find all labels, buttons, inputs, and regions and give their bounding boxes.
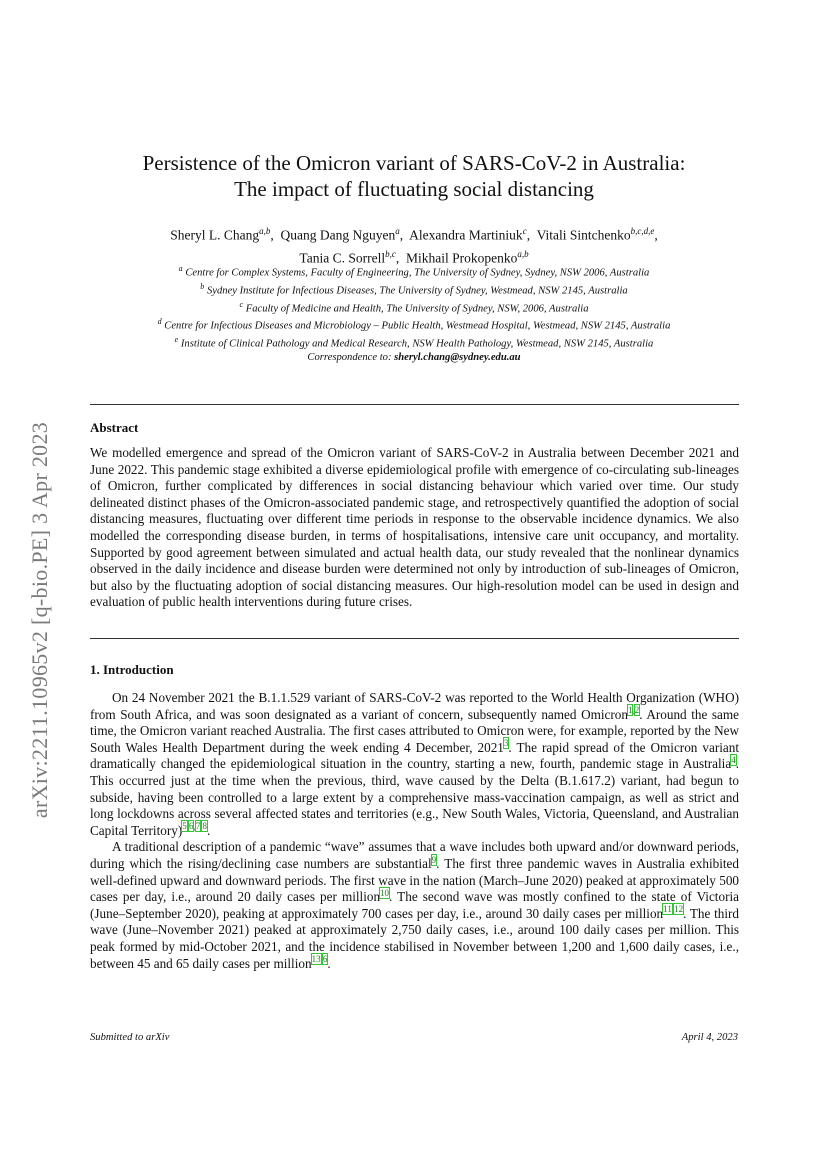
footer-submitted: Submitted to arXiv <box>90 1032 170 1043</box>
affiliation-sup: c <box>239 299 244 309</box>
introduction-body <box>90 690 739 972</box>
footer-date: April 4, 2023 <box>681 1032 738 1043</box>
author-affil-sup: c <box>522 226 527 236</box>
affiliation-text: Centre for Infectious Diseases and Microbiology – Public Health, Westmead Hospital, Westmead, NSW 2145, Australia <box>164 321 671 333</box>
title-line-2: The impact of fluctuating social distancing <box>234 177 594 201</box>
text-run: . The first three pandemic waves in Australia exhibited well-defined upward and downward periods. The first wave in the nation (March–June 2020) peaked at approximately 500 cases per day, i.e., around 20 daily cases per million <box>90 855 739 905</box>
arxiv-identifier[interactable]: arXiv:2211.10965v2 [q-bio.PE] 3 Apr 2023 <box>27 421 52 819</box>
author-affil-sup: a <box>395 226 400 236</box>
correspondence-line <box>90 351 738 364</box>
text-run: . The second wave was mostly confined to the state of Victoria (June–September 2020), peaking at approximately 700 cases per day, i.e., around 30 daily cases per million <box>90 889 739 921</box>
affiliation-list <box>90 262 738 364</box>
citation-link[interactable]: 4 <box>731 754 736 765</box>
author-name: Quang Dang Nguyen <box>280 227 396 243</box>
author-affil-sup: b,c,d,e <box>630 226 655 236</box>
author-affil-sup: b,c <box>385 248 396 259</box>
citation-link[interactable]: 13,6 <box>311 954 328 965</box>
affiliation-sup: a <box>178 264 183 273</box>
correspondence-label: Correspondence to: <box>307 352 392 364</box>
section-heading-introduction: 1. Introduction <box>90 662 174 677</box>
citation-link[interactable]: 9 <box>431 854 437 865</box>
abstract-top-rule <box>90 404 739 405</box>
author-name: Sheryl L. Chang <box>170 227 260 243</box>
author-name: Tania C. Sorrell <box>299 250 386 265</box>
citation-link[interactable]: 1,2 <box>627 705 640 716</box>
text-run: On 24 November 2021 the B.1.1.529 variant of SARS-CoV-2 was reported to the World Health Organization (WHO) from South Africa, and was soon designated as a variant of concern, subsequently named Omicron <box>90 690 739 722</box>
arxiv-sidebar <box>24 360 56 880</box>
affiliation-text: Sydney Institute for Infectious Diseases, The University of Sydney, Westmead, NSW 2145, Australia <box>206 285 628 297</box>
affiliation-item <box>90 298 738 316</box>
author-line-2: Tania C. Sorrell$^{b,c}$, Mikhail Prokopenko$^{a,b}$ <box>299 248 529 265</box>
affiliation-sup: b <box>200 281 205 291</box>
abstract-heading: Abstract <box>90 420 139 435</box>
citation-link[interactable]: 3 <box>503 738 509 749</box>
text-run: . Around the same time, the Omicron variant reached Australia. The first cases attributed to Omicron were, for example, reported by the New South Wales Health Department during the week ending 4 December, 2021 <box>90 706 739 755</box>
abstract-bottom-rule <box>90 638 739 639</box>
text-run: . <box>206 822 211 838</box>
author-affil-sup: a,b <box>517 248 529 259</box>
abstract-text: We modelled emergence and spread of the Omicron variant of SARS-CoV-2 in Australia between December 2021 and June 2022. This pandemic stage exhibited a diverse epidemiological profile with emergence of co-circulating sub-lineages of Omicron, further complicated by differences in social distancing behaviour which varied over time. Our study delineated distinct phases of the Omicron-associated pandemic stage, and retrospectively quantified the adoption of social distancing measures, fluctuating over different time periods in response to the observable incidence dynamics. We also modelled the corresponding disease burden, in terms of hospitalisations, intensive care unit occupancy, and mortality. Supported by good agreement between simulated and actual health data, our study revealed that the nonlinear dynamics observed in the daily incidence and disease burden were determined not only by introduction of sub-lineages of Omicron, but also by the fluctuating adoption of social distancing measures. Our high-resolution model can be used in design and evaluation of public health interventions during future crises. <box>90 445 739 610</box>
author-name: Vitali Sintchenko <box>536 227 631 243</box>
author-line-1: Sheryl L. Chang$^{a,b}$, Quang Dang Nguyen$^a$, Alexandra Martiniuk$^c$, Vitali Sintchenko$^{b,c,d,e}$, <box>170 226 658 243</box>
citation-link[interactable]: 5,6,7,8 <box>182 821 207 832</box>
text-run: . This occurred just at the time when the previous, third, wave caused by the Delta (B.1.617.2) variant, had begun to subside, having been controlled to a large extent by a comprehensive mass-vaccination campaign, as well as strict and long lockdowns across several affected states and territories (e.g., New South Wales, Victoria, Queensland, and Australian Capital Territory) <box>90 756 739 838</box>
author-list <box>90 222 738 267</box>
affiliation-text: Institute of Clinical Pathology and Medical Research, NSW Health Pathology, Westmead, NSW 2145, Australia <box>180 338 654 350</box>
affiliation-sup: d <box>157 317 162 327</box>
affiliation-text: Centre for Complex Systems, Faculty of Engineering, The University of Sydney, Sydney, NSW 2006, Australia <box>185 267 650 279</box>
text-run: A traditional description of a pandemic “wave” assumes that a wave includes both upward and/or downward periods, during which the rising/declining case numbers are substantial <box>90 839 739 871</box>
affiliation-text: Faculty of Medicine and Health, The University of Sydney, NSW, 2006, Australia <box>245 303 589 315</box>
affiliation-item <box>90 262 738 280</box>
citation-link[interactable]: 10 <box>380 887 390 898</box>
text-run: . The third wave (June–November 2021) peaked at approximately 2,750 daily cases, i.e., around 100 daily cases per million. This peak formed by mid-October 2021, and the incidence stabilised in November between 1,200 and 1,600 daily cases, i.e., between 45 and 65 daily cases per million <box>90 905 739 971</box>
author-affil-sup: a,b <box>259 226 271 236</box>
affiliation-item <box>90 333 738 351</box>
text-run: . <box>327 955 331 971</box>
citation-link[interactable]: 11,12 <box>663 904 684 915</box>
correspondence-email-link[interactable]: sheryl.chang@sydney.edu.au <box>394 352 521 364</box>
intro-paragraph-1 <box>90 690 739 839</box>
affiliation-item <box>90 280 738 298</box>
author-name: Alexandra Martiniuk <box>409 227 523 243</box>
author-name: Mikhail Prokopenko <box>405 250 518 265</box>
title-line-1: Persistence of the Omicron variant of SARS-CoV-2 in Australia: <box>142 151 686 175</box>
intro-paragraph-2 <box>90 839 739 972</box>
affiliation-item <box>90 315 738 333</box>
paper-title <box>90 150 738 202</box>
affiliation-sup: e <box>174 335 179 345</box>
text-run: . The rapid spread of the Omicron variant dramatically changed the epidemiological situation in the country, starting a new, fourth, pandemic stage in Australia <box>90 739 739 772</box>
